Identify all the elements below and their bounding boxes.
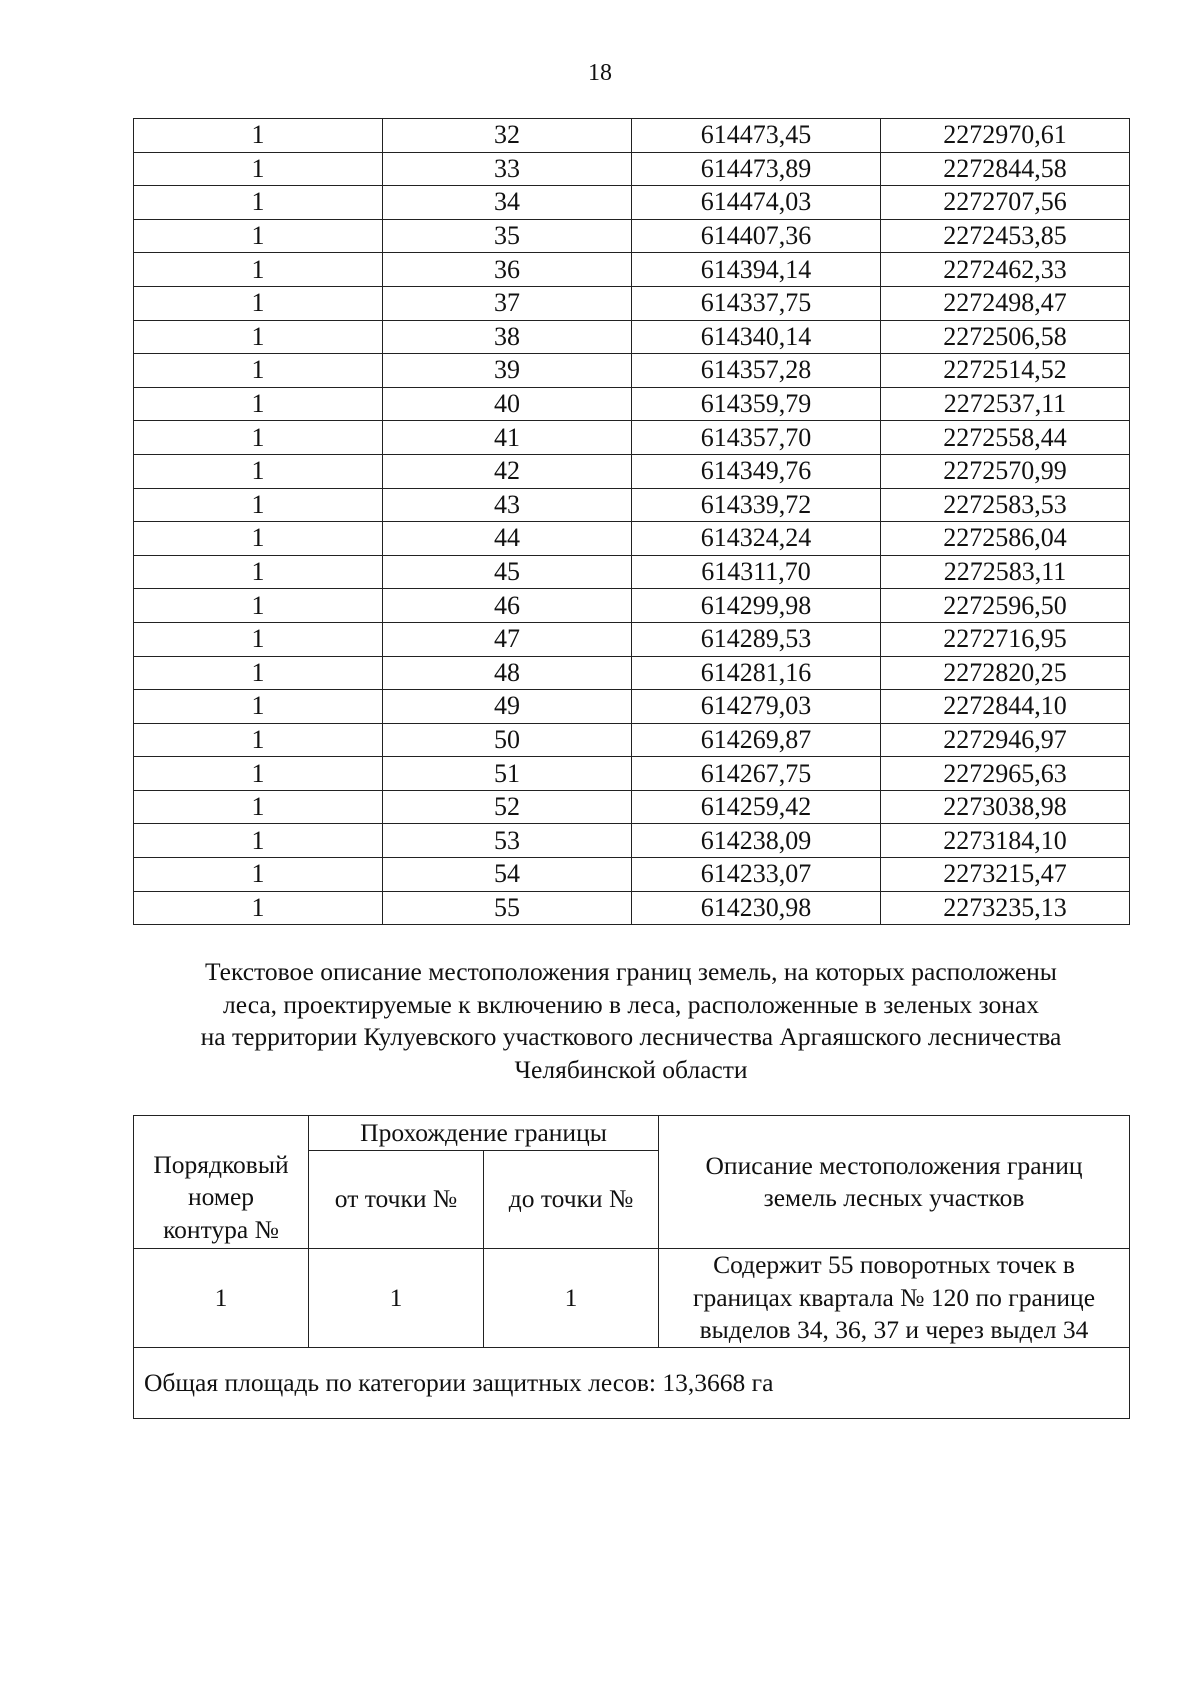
cell-point-number: 36	[383, 253, 632, 287]
cell-contour: 1	[134, 387, 383, 421]
cell-x-coordinate: 614289,53	[632, 622, 881, 656]
table-row	[134, 891, 1130, 925]
cell-x-coordinate: 614474,03	[632, 186, 881, 220]
cell-x-coordinate: 614394,14	[632, 253, 881, 287]
cell-point-number: 52	[383, 790, 632, 824]
cell-point-number: 35	[383, 219, 632, 253]
table-row	[134, 757, 1130, 791]
cell-y-coordinate: 2272537,11	[881, 387, 1130, 421]
cell-x-coordinate: 614357,70	[632, 421, 881, 455]
cell-contour: 1	[134, 186, 383, 220]
table-row	[134, 219, 1130, 253]
table-row	[134, 119, 1130, 153]
cell-point-number: 54	[383, 858, 632, 892]
cell-contour: 1	[134, 690, 383, 724]
boundary-description-table	[133, 1115, 1130, 1419]
cell-point-number: 44	[383, 522, 632, 556]
cell-contour: 1	[134, 253, 383, 287]
cell-y-coordinate: 2273038,98	[881, 790, 1130, 824]
cell-point-number: 37	[383, 286, 632, 320]
table-row	[134, 690, 1130, 724]
cell-contour: 1	[134, 1249, 309, 1348]
table-row	[134, 320, 1130, 354]
table-row	[134, 354, 1130, 388]
table-row	[134, 723, 1130, 757]
cell-contour: 1	[134, 286, 383, 320]
cell-y-coordinate: 2272453,85	[881, 219, 1130, 253]
cell-x-coordinate: 614269,87	[632, 723, 881, 757]
cell-x-coordinate: 614267,75	[632, 757, 881, 791]
cell-y-coordinate: 2272946,97	[881, 723, 1130, 757]
cell-contour: 1	[134, 891, 383, 925]
cell-point-number: 39	[383, 354, 632, 388]
table-row	[134, 253, 1130, 287]
cell-y-coordinate: 2272583,11	[881, 555, 1130, 589]
cell-y-coordinate: 2272514,52	[881, 354, 1130, 388]
table-row	[134, 790, 1130, 824]
cell-contour: 1	[134, 354, 383, 388]
cell-x-coordinate: 614230,98	[632, 891, 881, 925]
section-caption	[133, 956, 1129, 1086]
cell-contour: 1	[134, 656, 383, 690]
cell-point-number: 34	[383, 186, 632, 220]
cell-point-number: 53	[383, 824, 632, 858]
cell-contour: 1	[134, 522, 383, 556]
table-row	[134, 488, 1130, 522]
cell-x-coordinate: 614233,07	[632, 858, 881, 892]
cell-y-coordinate: 2272707,56	[881, 186, 1130, 220]
cell-x-coordinate: 614238,09	[632, 824, 881, 858]
total-area: Общая площадь по категории защитных лесов: 13,3668 га	[134, 1348, 1130, 1419]
cell-point-number: 55	[383, 891, 632, 925]
cell-y-coordinate: 2272965,63	[881, 757, 1130, 791]
cell-x-coordinate: 614349,76	[632, 454, 881, 488]
cell-x-coordinate: 614281,16	[632, 656, 881, 690]
cell-x-coordinate: 614279,03	[632, 690, 881, 724]
cell-point-number: 46	[383, 589, 632, 623]
cell-from-point: 1	[309, 1249, 484, 1348]
cell-y-coordinate: 2272586,04	[881, 522, 1130, 556]
table-row	[134, 824, 1130, 858]
cell-point-number: 47	[383, 622, 632, 656]
cell-contour: 1	[134, 320, 383, 354]
cell-y-coordinate: 2272820,25	[881, 656, 1130, 690]
cell-x-coordinate: 614473,45	[632, 119, 881, 153]
table-row	[134, 656, 1130, 690]
cell-contour: 1	[134, 824, 383, 858]
table-row	[134, 186, 1130, 220]
coordinates-table	[133, 118, 1130, 925]
cell-y-coordinate: 2273235,13	[881, 891, 1130, 925]
cell-point-number: 41	[383, 421, 632, 455]
cell-to-point: 1	[484, 1249, 659, 1348]
table-row	[134, 454, 1130, 488]
header-description: Описание местоположения границ земель лесных участков	[659, 1116, 1130, 1249]
caption-line: Челябинской области	[514, 1054, 748, 1084]
header-boundary-passage: Прохождение границы	[309, 1116, 659, 1151]
cell-contour: 1	[134, 421, 383, 455]
table-row	[134, 589, 1130, 623]
cell-y-coordinate: 2272570,99	[881, 454, 1130, 488]
cell-contour: 1	[134, 757, 383, 791]
table-row	[134, 286, 1130, 320]
cell-x-coordinate: 614357,28	[632, 354, 881, 388]
header-from-point: от точки №	[309, 1151, 484, 1249]
cell-y-coordinate: 2273215,47	[881, 858, 1130, 892]
cell-point-number: 32	[383, 119, 632, 153]
cell-contour: 1	[134, 119, 383, 153]
table-row	[134, 858, 1130, 892]
cell-description: Содержит 55 поворотных точек в границах квартала № 120 по границе выделов 34, 36, 37 и через выдел 34	[659, 1249, 1130, 1348]
cell-point-number: 45	[383, 555, 632, 589]
cell-contour: 1	[134, 152, 383, 186]
caption-line: леса, проектируемые к включению в леса, расположенные в зеленых зонах	[223, 989, 1039, 1019]
table-row	[134, 387, 1130, 421]
page-number: 18	[588, 60, 612, 86]
cell-point-number: 42	[383, 454, 632, 488]
cell-point-number: 33	[383, 152, 632, 186]
cell-y-coordinate: 2272596,50	[881, 589, 1130, 623]
cell-x-coordinate: 614339,72	[632, 488, 881, 522]
cell-y-coordinate: 2272583,53	[881, 488, 1130, 522]
cell-x-coordinate: 614340,14	[632, 320, 881, 354]
cell-x-coordinate: 614407,36	[632, 219, 881, 253]
cell-x-coordinate: 614473,89	[632, 152, 881, 186]
cell-contour: 1	[134, 622, 383, 656]
cell-point-number: 51	[383, 757, 632, 791]
cell-contour: 1	[134, 555, 383, 589]
cell-y-coordinate: 2272462,33	[881, 253, 1130, 287]
table-row	[134, 421, 1130, 455]
cell-point-number: 40	[383, 387, 632, 421]
cell-contour: 1	[134, 589, 383, 623]
header-to-point: до точки №	[484, 1151, 659, 1249]
cell-point-number: 48	[383, 656, 632, 690]
caption-line: на территории Кулуевского участкового лесничества Аргаяшского лесничества	[200, 1022, 1062, 1051]
cell-x-coordinate: 614337,75	[632, 286, 881, 320]
cell-point-number: 50	[383, 723, 632, 757]
cell-y-coordinate: 2272970,61	[881, 119, 1130, 153]
cell-y-coordinate: 2272844,58	[881, 152, 1130, 186]
cell-contour: 1	[134, 790, 383, 824]
cell-contour: 1	[134, 858, 383, 892]
cell-x-coordinate: 614359,79	[632, 387, 881, 421]
table-row	[134, 152, 1130, 186]
cell-point-number: 38	[383, 320, 632, 354]
cell-y-coordinate: 2272716,95	[881, 622, 1130, 656]
cell-x-coordinate: 614324,24	[632, 522, 881, 556]
cell-y-coordinate: 2272844,10	[881, 690, 1130, 724]
cell-y-coordinate: 2273184,10	[881, 824, 1130, 858]
header-contour-number: Порядковый номер контура №	[134, 1116, 309, 1249]
table-row	[134, 522, 1130, 556]
cell-contour: 1	[134, 723, 383, 757]
cell-y-coordinate: 2272498,47	[881, 286, 1130, 320]
cell-y-coordinate: 2272506,58	[881, 320, 1130, 354]
cell-x-coordinate: 614259,42	[632, 790, 881, 824]
cell-contour: 1	[134, 454, 383, 488]
cell-y-coordinate: 2272558,44	[881, 421, 1130, 455]
cell-x-coordinate: 614311,70	[632, 555, 881, 589]
cell-contour: 1	[134, 488, 383, 522]
cell-point-number: 43	[383, 488, 632, 522]
table-row	[134, 555, 1130, 589]
caption-line: Текстовое описание местоположения границ земель, на которых расположены	[205, 957, 1057, 986]
cell-contour: 1	[134, 219, 383, 253]
table-row	[134, 622, 1130, 656]
cell-x-coordinate: 614299,98	[632, 589, 881, 623]
cell-point-number: 49	[383, 690, 632, 724]
